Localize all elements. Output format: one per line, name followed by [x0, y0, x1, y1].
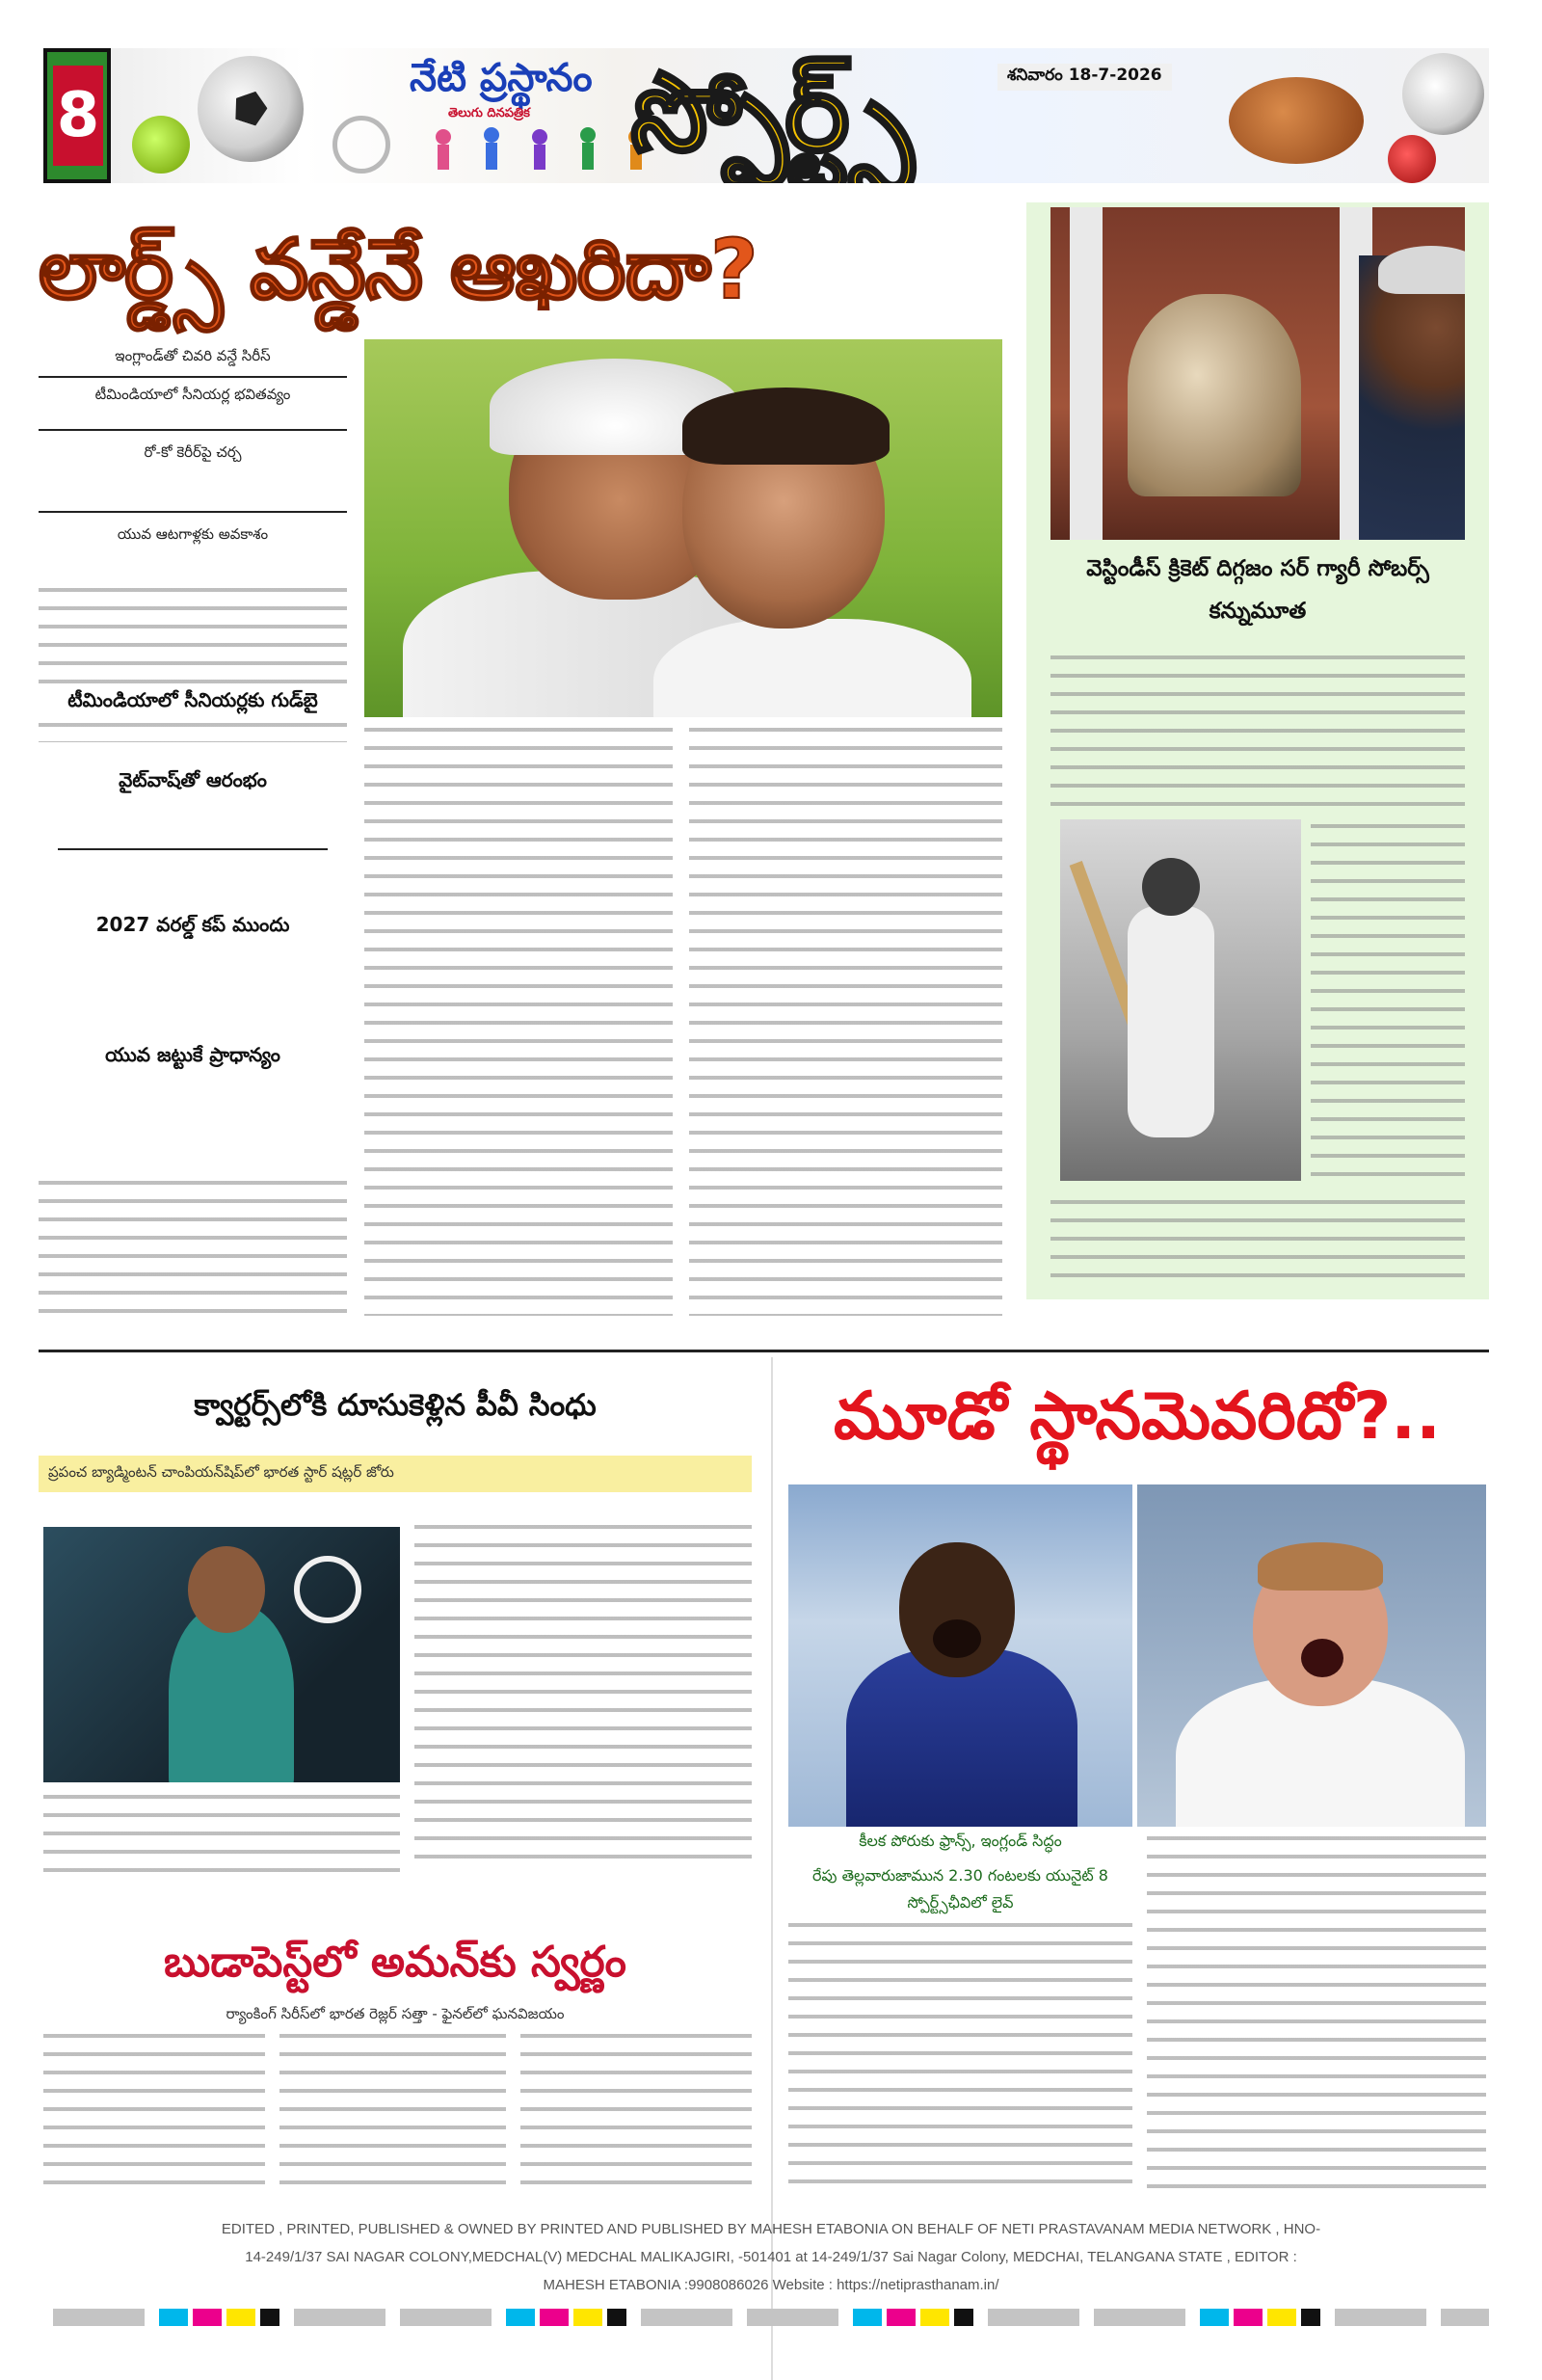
lead-bullet: టీమిండియాలో సీనియర్ల భవితవ్యం: [94, 386, 291, 403]
registration-swatch: [887, 2309, 916, 2326]
section-divider: [39, 1350, 1489, 1352]
divider: [39, 429, 347, 431]
imprint-line: EDITED , PRINTED, PUBLISHED & OWNED BY PRINTED AND PUBLISHED BY MAHESH ETABONIA ON BEHALF OF NETI PRASTAVANAM MEDIA NETWORK , HNO-: [221, 2221, 1321, 2237]
fifa-headline: మూడో స్థానమెవరిదో?..: [834, 1378, 1441, 1455]
aman-body-text: [279, 2034, 506, 2198]
page-number-badge: [43, 48, 111, 183]
registration-swatch: [573, 2309, 602, 2326]
lead-body-text: [39, 1181, 347, 1316]
lead-pullquote: 2027 వరల్డ్ కప్ ముందు: [95, 913, 290, 936]
obituary-body-text: [1050, 655, 1465, 815]
lead-body-text: [689, 728, 1002, 1316]
lead-bullet: రో-కో కెరీర్‌పై చర్చ: [144, 443, 242, 461]
obituary-headline: వెస్టిండీస్ క్రికెట్ దిగ్గజం సర్ గ్యారీ సోబర్స్ కన్నుమూత: [1086, 556, 1429, 624]
england-player-photo: [1137, 1484, 1486, 1827]
registration-swatch: [988, 2309, 1079, 2326]
registration-swatch: [226, 2309, 255, 2326]
sindhu-body-text: [43, 1795, 400, 1874]
masthead: [43, 48, 1489, 183]
registration-swatch: [920, 2309, 949, 2326]
sindhu-body-text: [414, 1525, 752, 1872]
print-imprint: [58, 2215, 1484, 2299]
obituary-body-text: [1050, 1200, 1465, 1282]
france-player-photo: [788, 1484, 1132, 1827]
football-icon: [198, 56, 304, 162]
soccer-ball-icon: [1402, 53, 1484, 135]
print-color-registration-bar: [53, 2309, 1489, 2326]
registration-swatch: [954, 2309, 973, 2326]
photo-figure: [1142, 858, 1200, 916]
issue-date: శనివారం 18-7-2026: [997, 64, 1172, 91]
divider: [58, 848, 328, 850]
registration-swatch: [260, 2309, 279, 2326]
lead-bullet: ఇంగ్లాండ్‌తో చివరి వన్డే సిరీస్: [115, 347, 271, 364]
batsman-photo: [1060, 819, 1301, 1181]
registration-swatch: [1301, 2309, 1320, 2326]
registration-swatch: [607, 2309, 626, 2326]
badminton-racket-icon: [294, 1556, 361, 1623]
brand-tagline: తెలుగు దినపత్రిక: [448, 106, 530, 120]
section-title: స్పోర్ట్స్: [631, 50, 912, 175]
registration-swatch: [193, 2309, 222, 2326]
imprint-line: 14-249/1/37 SAI NAGAR COLONY,MEDCHAL(V) MEDCHAL MALIKAJGIRI, -501401 at 14-249/1/37 Sai Nagar Colony, MEDCHAI, TELANGANA STATE , EDITOR :: [245, 2249, 1297, 2265]
registration-swatch: [506, 2309, 535, 2326]
fifa-body-text: [1147, 1836, 1486, 2198]
registration-swatch: [1234, 2309, 1263, 2326]
photo-figure: [1359, 255, 1465, 540]
imprint-line: MAHESH ETABONIA :9908086026 Website : https://netiprasthanam.in/: [543, 2277, 999, 2293]
photo-figure: [1301, 1639, 1343, 1677]
photo-figure: [1258, 1542, 1383, 1591]
coaches-photo: [364, 339, 1002, 717]
aman-subhead: ర్యాంకింగ్ సిరీస్‌లో భారత రెజ్లర్ సత్తా - ఫైనల్‌లో ఘనవిజయం: [226, 2005, 565, 2022]
registration-swatch: [159, 2309, 188, 2326]
divider: [39, 376, 347, 378]
tennis-ball-icon: [132, 116, 190, 174]
registration-swatch: [1441, 2309, 1489, 2326]
aman-body-text: [520, 2034, 752, 2198]
cricket-ball-icon: [1388, 135, 1436, 183]
newspaper-brand: నేటి ప్రస్థానం: [410, 56, 593, 100]
photo-figure: [1128, 906, 1214, 1137]
photo-figure: [1378, 246, 1465, 294]
obituary-body-text: [1311, 824, 1465, 1181]
registration-swatch: [540, 2309, 569, 2326]
lead-pullquote: వైట్‌వాష్‌తో ఆరంభం: [119, 768, 267, 791]
registration-swatch: [294, 2309, 386, 2326]
fifa-caption: కీలక పోరుకు ఫ్రాన్స్, ఇంగ్లండ్ సిద్ధం: [859, 1832, 1062, 1850]
photo-figure: [682, 388, 890, 465]
lead-bullet: యువ ఆటగాళ్లకు అవకాశం: [117, 525, 269, 543]
photo-figure: [188, 1546, 265, 1633]
bell-icon: [1128, 294, 1301, 496]
registration-swatch: [400, 2309, 492, 2326]
registration-swatch: [1094, 2309, 1185, 2326]
photo-figure: [1070, 207, 1103, 540]
sindhu-headline: క్వార్టర్స్‌లోకి దూసుకెళ్లిన పీవీ సింధు: [194, 1388, 597, 1423]
registration-swatch: [747, 2309, 838, 2326]
aman-headline: బుడాపెస్ట్‌లో అమన్‌కు స్వర్ణం: [164, 1938, 626, 1987]
aman-body-text: [43, 2034, 265, 2198]
registration-swatch: [1267, 2309, 1296, 2326]
fifa-caption: రేపు తెల్లవారుజామున 2.30 గంటలకు యునైట్ 8 స్పోర్ట్స్‌ఛీవిలో లైవ్: [812, 1866, 1108, 1912]
lords-bell-photo: [1050, 207, 1465, 540]
lead-body-text: [364, 728, 673, 1316]
registration-swatch: [853, 2309, 882, 2326]
racket-icon: [332, 116, 390, 174]
sindhu-photo: [43, 1527, 400, 1782]
registration-swatch: [1200, 2309, 1229, 2326]
registration-swatch: [53, 2309, 145, 2326]
photo-figure: [933, 1619, 981, 1658]
page-number: 8: [53, 66, 103, 166]
lead-body-text: [39, 588, 347, 684]
fifa-body-text: [788, 1923, 1132, 2198]
divider: [39, 511, 347, 513]
rugby-ball-icon: [1229, 77, 1364, 164]
photo-figure: [653, 619, 971, 717]
lead-pullquote: టీమిండియాలో సీనియర్లకు గుడ్‌బై: [67, 688, 318, 711]
lead-body-text: [39, 723, 347, 742]
registration-swatch: [641, 2309, 732, 2326]
lead-headline: లార్డ్స్ వన్డేనే ఆఖరిదా?: [39, 222, 758, 318]
sindhu-subhead: ప్రపంచ బ్యాడ్మింటన్ చాంపియన్‌షిప్‌లో భారత స్టార్ షట్లర్ జోరు: [39, 1456, 752, 1492]
lead-pullquote: యువ జట్టుకే ప్రాధాన్యం: [105, 1043, 280, 1066]
registration-swatch: [1335, 2309, 1426, 2326]
